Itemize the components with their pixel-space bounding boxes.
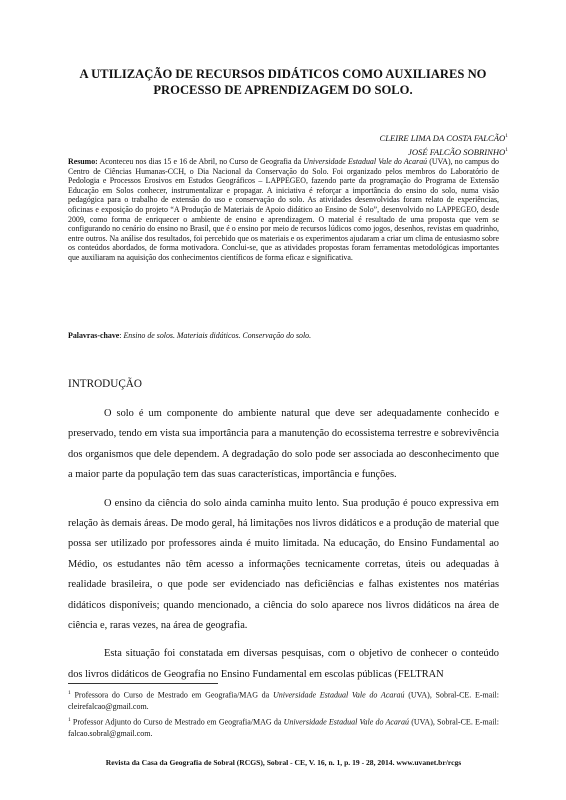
footnote-1-text-2: (UVA), Sobral-CE. E-mail: cleirefalcao@gmail.com. xyxy=(68,690,499,712)
paragraph-1: O solo é um componente do ambiente natural que deve ser adequadamente conhecido e preservado, tendo em vista sua importância para a manutenção do ecossistema terrestre e sobrevivência dos organismos que dele dependem. A degradação do solo pode ser associada ao desconhecimento que a maior parte da população tem das suas características, importância e funções. xyxy=(68,408,499,481)
footnote-2-university: Universidade Estadual Vale do Acaraú xyxy=(283,717,410,727)
abstract-label: Resumo: xyxy=(68,157,98,166)
author-1-name: CLEIRE LIMA DA COSTA FALCÃO xyxy=(379,132,506,143)
journal-footer: Revista da Casa da Geografia de Sobral (RCGS), Sobral - CE, V. 16, n. 1, p. 19 - 28, 2014. www.uvanet.br/rcgs xyxy=(105,758,462,767)
paper-title: A UTILIZAÇÃO DE RECURSOS DIDÁTICOS COMO AUXILIARES NO PROCESSO DE APRENDIZAGEM DO SOLO. xyxy=(79,67,487,97)
keywords xyxy=(68,331,499,340)
footnote-divider xyxy=(68,683,218,684)
footnotes xyxy=(68,688,499,741)
body-text xyxy=(68,404,499,693)
footnote-2 xyxy=(68,715,499,740)
footnote-1-mark: 1 xyxy=(68,690,71,696)
keywords-value: Ensino de solos. Materiais didáticos. Conservação do solo. xyxy=(123,331,312,340)
paragraph-2: O ensino da ciência do solo ainda caminha muito lento. Sua produção é pouco expressiva em relação às demais áreas. De modo geral, há limitações nos livros didáticos e a produção de material que possa ser utilizado por professores ainda é muito limitada. Na educação, do Ensino Fundamental ao Médio, os estudantes não têm acesso a informações tecnicamente corretas, úteis ou adequadas à realidade brasileira, o que pode ser evidenciado nas deficiências e falhas existentes nos matérias didáticos disponíveis; quando mencionado, a ciência do solo aparece nos livros didáticos na área de ciência e, raras vezes, na área de geografia. xyxy=(68,497,499,632)
section-heading: INTRODUÇÃO xyxy=(68,378,142,390)
footnote-1-university: Universidade Estadual Vale do Acaraú xyxy=(272,690,405,700)
author-1 xyxy=(380,130,509,144)
footnote-2-text-1: Professor Adjunto do Curso de Mestrado em Geografia/MAG da xyxy=(70,717,284,727)
author-1-mark: 1 xyxy=(505,133,508,139)
author-2-name: JOSÉ FALCÃO SOBRINHO xyxy=(408,147,506,158)
abstract xyxy=(68,157,499,263)
abstract-text-1: Aconteceu nos dias 15 e 16 de Abril, no Curso de Geografia da xyxy=(97,157,304,166)
footnote-1-text-1: Professora do Curso de Mestrado em Geografia/MAG da xyxy=(70,690,273,700)
paragraph-3: Esta situação foi constatada em diversas pesquisas, com o objetivo de conhecer o conteúdo dos livros didáticos de Geografia no Ensino Fundamental em escolas públicas (FELTRAN xyxy=(68,648,499,680)
author-block xyxy=(380,130,509,159)
footnote-2-text-2: (UVA), Sobral-CE. E-mail: falcao.sobral@gmail.com. xyxy=(68,717,499,738)
abstract-university: Universidade Estadual Vale do Acaraú xyxy=(303,157,428,166)
footnote-1 xyxy=(68,688,499,713)
keywords-separator: : xyxy=(119,331,124,340)
footnote-2-mark: 1 xyxy=(68,716,71,723)
keywords-label: Palavras-chave xyxy=(68,331,120,340)
abstract-text-2: (UVA), no campus do Centro de Ciências Humanas-CCH, o Dia Nacional da Conservação do Solo. Foi organizado pelos membros do Laboratório de Pedologia e Processos Erosivos em Estudos Geográficos – LAPPEGEO, fazendo parte da programação do Programa de Extensão Educação em Solos conhecer, instrumentalizar e propagar. A iniciativa é reforçar a importância do ensino do solo, numa visão pedagógica para o trabalho de extensão do uso e conservação do solo. As atividades desenvolvidas foram relato de experiências, oficinas e exposição do projeto “A Produção de Materiais de Apoio didático ao Ensino de Solo”, desenvolvido no LAPPEGEO, desde 2009, como forma de enriquecer o ambiente de ensino e aprendizagem. O material é resultado de uma proposta que vem se configurando no cenário do ensino no Brasil, que é o ensino por meio de recursos lúdicos como jogos, desenhos, revistas em quadrinho, entre outros. Na análise dos resultados, foi percebido que os materiais e os experimentos ajudaram a criar um clima de entusiasmo sobre os conteúdos abordados, de forma motivadora. Conclui-se, que as atividades propostas foram ferramentas metodológicas importantes que auxiliaram na aquisição dos conhecimentos científicos de forma eficaz e significativa. xyxy=(68,157,499,262)
author-2-mark: 1 xyxy=(505,147,508,154)
